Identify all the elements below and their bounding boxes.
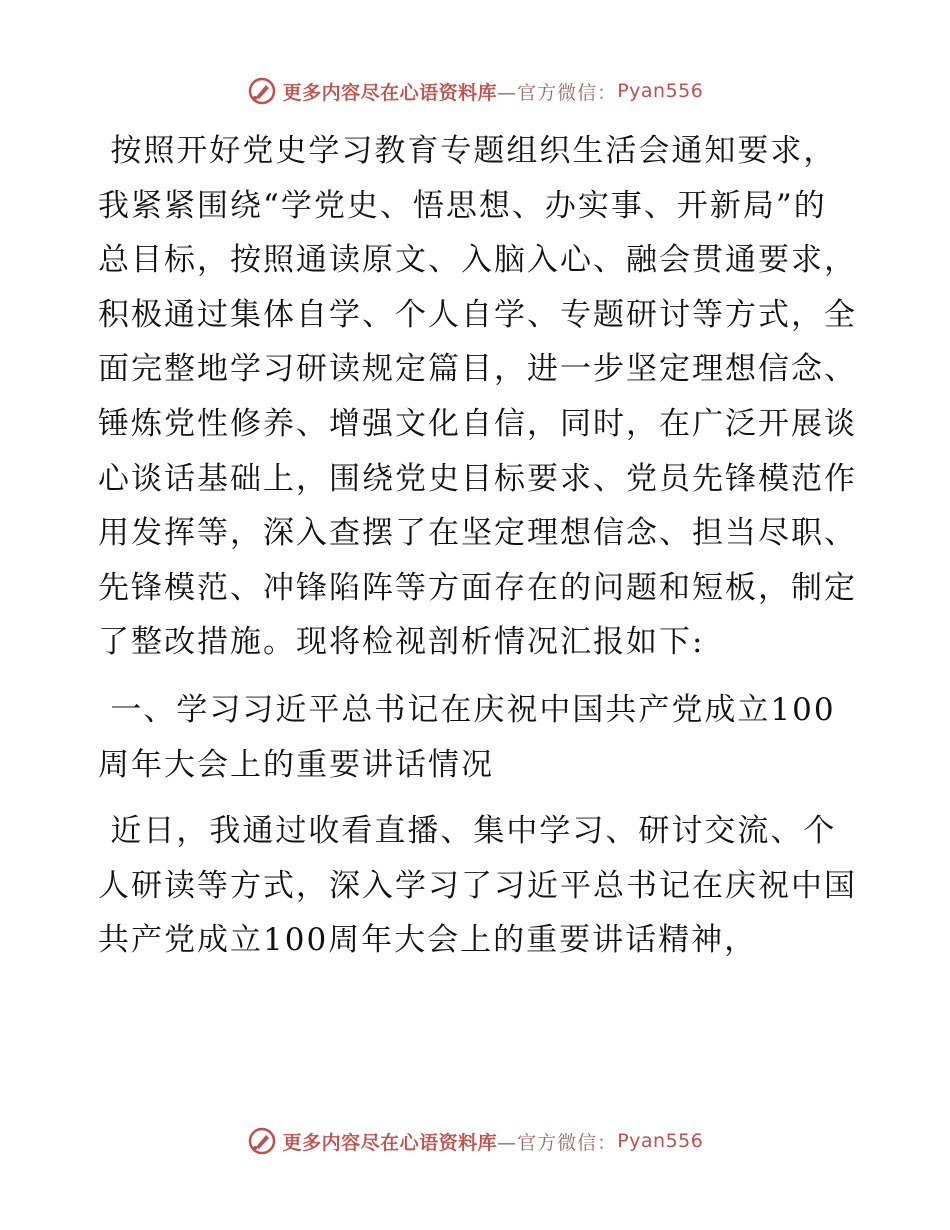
watermark-wechat-label: —官方微信：: [497, 1131, 618, 1154]
watermark-wechat-label: —官方微信：: [497, 81, 618, 104]
watermark-text: 更多内容尽在心语资料库: [282, 1131, 498, 1154]
footer-watermark: [0, 1124, 950, 1158]
paragraph-section-body: 近日，我通过收看直播、集中学习、研讨交流、个人研读等方式，深入学习了习近平总书记在庆祝中国共产党成立100周年大会上的重要讲话精神，: [98, 813, 857, 959]
document-body: [98, 124, 858, 968]
paragraph-intro: 按照开好党史学习教育专题组织生活会通知要求，我紧紧围绕“学党史、悟思想、办实事、开新局”的总目标，按照通读原文、入脑入心、融会贯通要求，积极通过集体自学、个人自学、专题研讨等方式，全面完整地学习研读规定篇目，进一步坚定理想信念、锤炼党性修养、增强文化自信，同时，在广泛开展谈心谈话基础上，围绕党史目标要求、党员先锋模范作用发挥等，深入查摆了在坚定理想信念、担当尽职、先锋模范、冲锋陷阵等方面存在的问题和短板，制定了整改措施。现将检视剖析情况汇报如下:: [98, 133, 857, 661]
pen-nib-logo-icon: [247, 1126, 277, 1156]
watermark-wechat-id: Pyan556: [617, 1130, 704, 1152]
header-watermark: [0, 74, 950, 108]
section-heading: 一、学习习近平总书记在庆祝中国共产党成立100周年大会上的重要讲话情况: [98, 691, 836, 783]
watermark-wechat-id: Pyan556: [617, 80, 704, 102]
pen-nib-logo-icon: [247, 76, 277, 106]
watermark-text: 更多内容尽在心语资料库: [282, 81, 498, 104]
